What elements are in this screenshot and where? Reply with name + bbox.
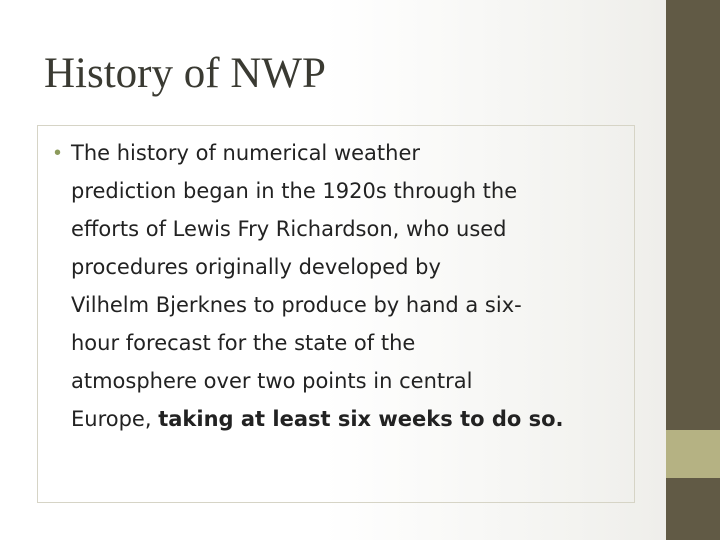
- bullet-text: [71, 134, 629, 438]
- bullet-line: hour forecast for the state of the: [71, 331, 416, 355]
- bullet-line: procedures originally developed by: [71, 255, 441, 279]
- bullet-dot-icon: •: [54, 142, 62, 164]
- sidebar-band-dark-top: [666, 0, 720, 430]
- bullet-line: prediction began in the 1920s through the: [71, 179, 518, 203]
- bullet-line: The history of numerical weather: [71, 141, 421, 165]
- decorative-sidebar: [666, 0, 720, 540]
- bullet-line: atmosphere over two points in central: [71, 369, 473, 393]
- bullet-line-prefix: Europe,: [71, 407, 159, 431]
- bullet-line-last: [71, 400, 629, 438]
- bullet-line: efforts of Lewis Fry Richardson, who used: [71, 217, 507, 241]
- bullet-item: [54, 134, 629, 438]
- slide-title: History of NWP: [44, 50, 326, 97]
- sidebar-band-dark-bottom: [666, 478, 720, 540]
- bullet-line-emphasis: taking at least six weeks to do so.: [158, 407, 564, 431]
- bullet-line: Vilhelm Bjerknes to produce by hand a six-: [71, 293, 522, 317]
- content-placeholder: [37, 125, 635, 503]
- sidebar-band-light: [666, 430, 720, 478]
